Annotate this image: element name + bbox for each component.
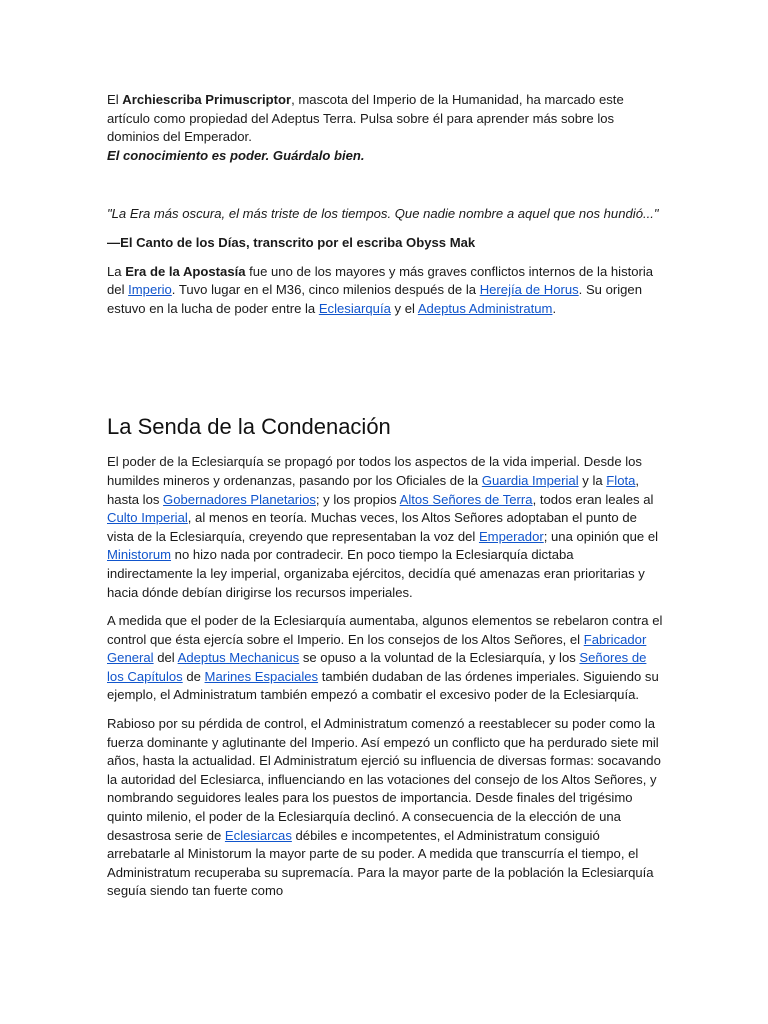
lead-text: . Su origen estuvo en la lucha de poder entre la	[107, 282, 642, 316]
paragraph-text: , hasta los	[107, 472, 640, 507]
intro-text: El	[107, 92, 123, 107]
link-gobernadores-planetarios[interactable]: Gobernadores Planetarios	[163, 491, 316, 507]
link-emperador[interactable]: Emperador	[478, 528, 544, 544]
body-paragraph-3	[107, 715, 663, 901]
paragraph-text: ; y los propios	[315, 491, 400, 507]
link-ministorum[interactable]: Ministorum	[107, 547, 172, 563]
link-eclesiarquia[interactable]: Eclesiarquía	[318, 300, 391, 316]
link-imperio[interactable]: Imperio	[128, 282, 172, 298]
paragraph-text: débiles e incompetentes, el Administratum consiguió arrebatarle al Ministorum la mayor parte de su poder. A medida que transcurría el tiempo, el Administratum recuperaba su supremacía. Para la mayor parte de la población la Eclesiarquía seguía siendo tan fuerte como	[107, 827, 654, 899]
body-paragraph-1	[107, 453, 663, 602]
epigraph-attribution: —El Canto de los Días, transcrito por el escriba Obyss Mak	[107, 234, 476, 250]
paragraph-text: se opuso a la voluntad de la Eclesiarquía, y los	[299, 650, 580, 666]
link-culto-imperial[interactable]: Culto Imperial	[107, 510, 188, 526]
lead-paragraph	[107, 263, 663, 319]
lead-bold-term: Era de la Apostasía	[125, 263, 246, 279]
paragraph-text: y la	[578, 472, 607, 488]
section-heading: La Senda de la Condenación	[107, 414, 391, 440]
link-altos-senores-de-terra[interactable]: Altos Señores de Terra	[399, 491, 533, 507]
paragraph-text: ; una opinión que el	[543, 528, 659, 544]
lead-text: La	[107, 263, 126, 279]
paragraph-text: El poder de la Eclesiarquía se propagó por todos los aspectos de la vida imperial. Desde los humildes mineros y ordenanzas, pasando por los Oficiales de la	[107, 454, 642, 488]
link-adeptus-administratum[interactable]: Adeptus Administratum	[417, 300, 553, 316]
paragraph-text: Rabioso por su pérdida de control, el Administratum comenzó a reestablecer su poder como la fuerza dominante y aglutinante del Imperio. Así empezó un conflicto que ha perdurado siete mil años, hasta la actualidad. El Administratum ejerció su influencia de diversas formas: socavando la autoridad del Eclesiarca, influenciando en las votaciones del consejo de los Altos Señores, y nombrando seguidores leales para los puestos de importancia. Desde finales del trigésimo quinto milenio, el poder de la Eclesiarquía declinó. A consecuencia de la elección de una desastrosa serie de	[107, 716, 661, 843]
paragraph-text: también dudaban de las órdenes imperiales. Siguiendo su ejemplo, el Administratum también empezó a combatir el excesivo poder de la Eclesiarquía.	[107, 668, 659, 703]
link-adeptus-mechanicus[interactable]: Adeptus Mechanicus	[177, 650, 300, 666]
intro-motto: El conocimiento es poder. Guárdalo bien.	[107, 147, 365, 163]
intro-bold-name: Archiescriba Primuscriptor	[122, 92, 292, 107]
article-page	[107, 91, 663, 911]
epigraph-quote: "La Era más oscura, el más triste de los tiempos. Que nadie nombre a aquel que nos hundió..."	[107, 206, 659, 222]
paragraph-text: de	[182, 668, 205, 684]
paragraph-text: , al menos en teoría. Muchas veces, los Altos Señores adoptaban el punto de vista de la Eclesiarquía, creyendo que representaban la voz del	[107, 510, 637, 544]
lead-text: . Tuvo lugar en el M36, cinco milenios después de la	[171, 282, 480, 298]
lead-text: y el	[390, 300, 418, 316]
lead-text: fue uno de los mayores y más graves conflictos internos de la historia del	[107, 263, 654, 298]
link-marines-espaciales[interactable]: Marines Espaciales	[204, 668, 319, 684]
link-fabricador-general[interactable]: Fabricador General	[107, 631, 647, 666]
intro-text-rest: , mascota del Imperio de la Humanidad, ha marcado este artículo como propiedad del Adeptus Terra. Pulsa sobre él para aprender más sobre los dominios del Emperador.	[107, 92, 624, 145]
lead-text: .	[552, 300, 557, 316]
link-herejia-de-horus[interactable]: Herejía de Horus	[479, 282, 579, 298]
link-guardia-imperial[interactable]: Guardia Imperial	[481, 472, 579, 488]
body-paragraph-2	[107, 612, 663, 705]
paragraph-text: no hizo nada por contradecir. En poco tiempo la Eclesiarquía dictaba indirectamente la ley imperial, organizaba ejércitos, decidía qué amenazas eran prioritarias y hacia dónde debían dirigirse los recursos imperiales.	[107, 547, 645, 600]
intro-paragraph	[107, 91, 663, 147]
paragraph-text: , todos eran leales al	[532, 491, 654, 507]
link-senores-de-los-capitulos[interactable]: Señores de los Capítulos	[107, 650, 647, 684]
link-flota[interactable]: Flota	[606, 472, 636, 488]
paragraph-text: A medida que el poder de la Eclesiarquía aumentaba, algunos elementos se rebelaron contra el control que ésta ejercía sobre el Imperio. En los consejos de los Altos Señores, el	[107, 613, 663, 647]
link-eclesiarcas[interactable]: Eclesiarcas	[224, 827, 292, 843]
paragraph-text: del	[153, 650, 178, 666]
